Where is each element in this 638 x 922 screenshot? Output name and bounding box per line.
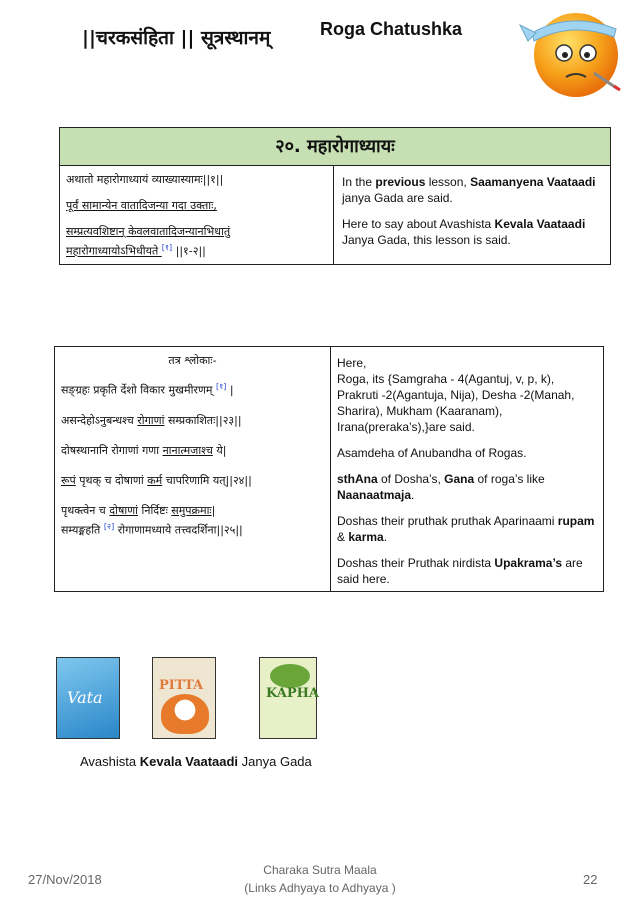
tree-icon xyxy=(270,664,310,688)
flame-icon xyxy=(161,694,209,734)
verse-line: सम्प्रत्यवशिष्टान् केवलवातादिजन्यानभिधातुं xyxy=(66,225,231,238)
sanskrit-verse-cell xyxy=(55,347,331,592)
translation-paragraph: sthAna of Dosha’s, Gana of roga’s like Naanaatmaja. xyxy=(337,472,545,502)
footnote-link[interactable]: [२] xyxy=(103,521,115,531)
page-header-subtitle: Roga Chatushka xyxy=(320,19,463,39)
page-number: 22 xyxy=(583,872,598,887)
page-header-title: ||चरकसंहिता || सूत्रस्थानम् xyxy=(82,27,271,49)
shloka-table xyxy=(54,346,604,592)
pitta-label: PITTA xyxy=(159,678,204,693)
translation-paragraph: Doshas their pruthak pruthak Aparinaami rupam & karma. xyxy=(337,514,595,544)
verse-line: दोषस्थानानि रोगाणां गणा नानात्मजाश्च ये| xyxy=(61,443,227,457)
verse-line: पूर्वं सामान्येन वातादिजन्या गदा उक्ताः, xyxy=(66,199,217,212)
verse-line: सङ्ग्रहः प्रकृति र्देशो विकार मुखमीरणम् [१] | xyxy=(61,382,234,397)
translation-paragraph: Here, xyxy=(337,356,367,370)
english-translation-cell xyxy=(331,347,604,592)
translation-paragraph: Doshas their Pruthak nirdista Upakrama’s are said here. xyxy=(337,556,583,586)
verse-line: रूपं पृथक् च दोषाणां कर्म चापरिणामि यत्||२४|| xyxy=(61,473,252,487)
translation-paragraph: In the previous lesson, Saamanyena Vaataadi janya Gada are said. xyxy=(342,175,596,205)
sick-emoji-icon xyxy=(510,3,630,103)
vata-label: Vata xyxy=(67,688,103,707)
shloka-title: तत्र श्लोकाः- xyxy=(168,354,217,367)
verse-line: अथातो महारोगाध्यायं व्याख्यास्यामः||१|| xyxy=(66,173,224,186)
vata-image xyxy=(56,657,120,739)
footnote-link[interactable]: [१] xyxy=(215,382,227,391)
pitta-image xyxy=(152,657,216,739)
image-caption: Avashista Kevala Vaataadi Janya Gada xyxy=(80,754,312,769)
kapha-image xyxy=(259,657,320,739)
verse-line: असन्देहोऽनुबन्धश्च रोगाणां सम्प्रकाशितः||२३|| xyxy=(61,413,242,427)
verse-line: पृथक्त्वेन च दोषाणां निर्दिष्टः समुपक्रमाः| xyxy=(61,503,216,517)
footer-date: 27/Nov/2018 xyxy=(28,872,102,887)
verse-line: सम्यङ्महति [२] रोगाणामध्याये तत्त्वदर्शिना||२५|| xyxy=(61,521,243,537)
translation-paragraph: Roga, its {Samgraha - 4(Agantuj, v, p, k), Prakruti -2(Agantuja, Nija), Desha -2(Manah, Sharira), Mukham (Kaaranam), Irana(preraka’s),}are said. xyxy=(337,372,575,434)
kapha-label: KAPHA xyxy=(266,686,320,701)
footnote-link[interactable]: [१] xyxy=(161,243,173,252)
sanskrit-verse-cell xyxy=(60,166,334,265)
verse-line: महारोगाध्यायोऽभिधीयते [१] ||१-२|| xyxy=(66,243,206,258)
english-translation-cell xyxy=(334,166,611,265)
section-heading: २०. महारोगाध्यायः xyxy=(60,128,611,166)
maharoga-table xyxy=(59,127,611,265)
translation-paragraph: Here to say about Avashista Kevala Vaataadi Janya Gada, this lesson is said. xyxy=(342,217,586,247)
footer-title: Charaka Sutra Maala (Links Adhyaya to Adhyaya ) xyxy=(244,863,396,895)
translation-paragraph: Asamdeha of Anubandha of Rogas. xyxy=(337,446,527,460)
